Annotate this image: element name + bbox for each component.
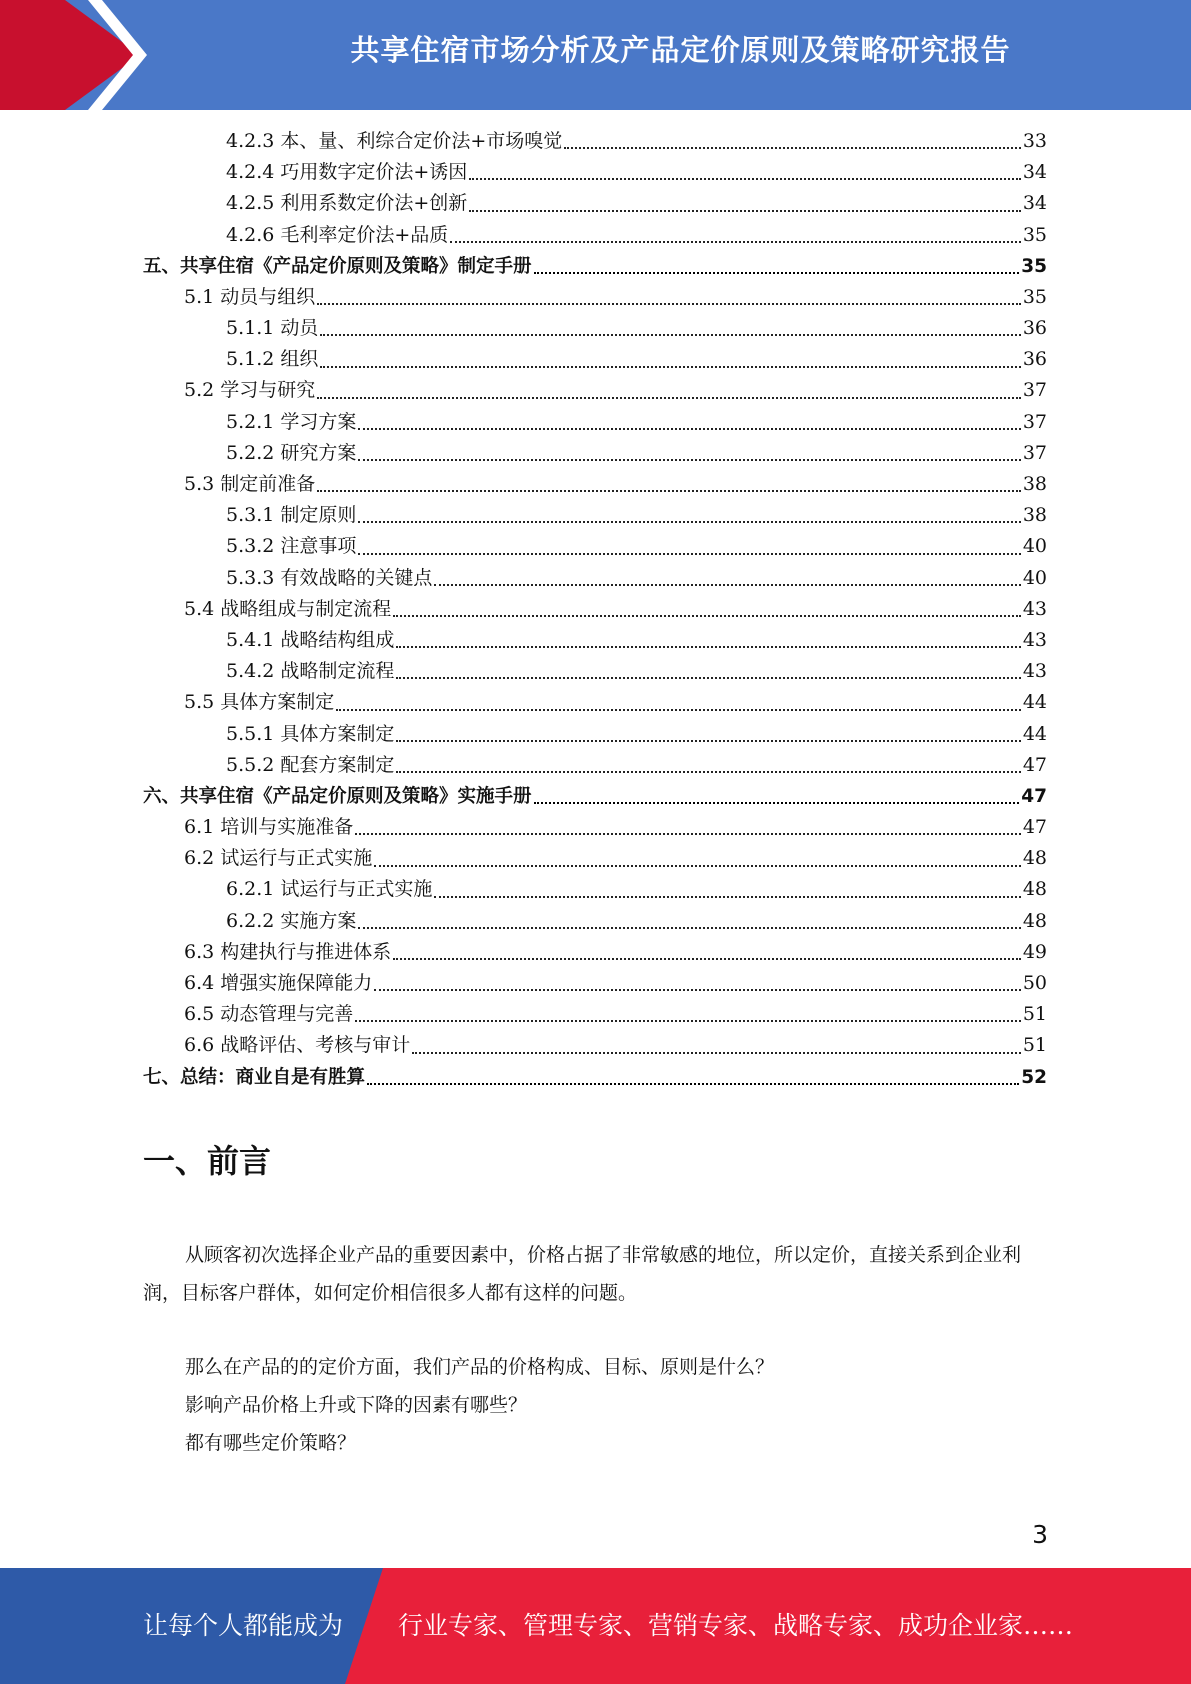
toc-dot-leader (336, 708, 1021, 711)
toc-entry-title: 6.2.1 试运行与正式实施 (226, 878, 433, 901)
toc-dot-leader (358, 552, 1020, 555)
toc-entry-page: 43 (1022, 660, 1047, 683)
intro-paragraph: 从顾客初次选择企业产品的重要因素中，价格占据了非常敏感的地位，所以定价，直接关系到企业利润，目标客户群体，如何定价相信很多人都有这样的问题。 (143, 1244, 1022, 1304)
toc-entry-title: 5.3.1 制定原则 (226, 504, 357, 527)
toc-dot-leader (358, 520, 1020, 523)
toc-entry-title: 5.3.3 有效战略的关键点 (226, 566, 433, 589)
toc-entry-page: 50 (1022, 972, 1047, 995)
toc-entry-title: 5.2.1 学习方案 (226, 410, 357, 433)
toc-entry[interactable] (143, 875, 1047, 906)
toc-entry[interactable] (143, 251, 1047, 282)
toc-dot-leader (564, 146, 1021, 149)
toc-entry[interactable] (143, 906, 1047, 937)
toc-entry[interactable] (143, 407, 1047, 438)
toc-entry[interactable] (143, 968, 1047, 999)
toc-entry-title: 5.2 学习与研究 (184, 379, 316, 402)
toc-entry-title: 5.4 战略组成与制定流程 (184, 597, 392, 620)
toc-entry-page: 38 (1022, 473, 1047, 496)
toc-entry-title: 6.2 试运行与正式实施 (184, 847, 373, 870)
toc-entry-page: 47 (1022, 816, 1047, 839)
toc-entry-page: 43 (1022, 597, 1047, 620)
toc-dot-leader (450, 240, 1021, 243)
toc-entry[interactable] (143, 999, 1047, 1030)
toc-entry-page: 34 (1022, 192, 1047, 215)
toc-entry[interactable] (143, 282, 1047, 313)
toc-entry-title: 6.4 增强实施保障能力 (184, 972, 373, 995)
toc-entry-title: 5.1.2 组织 (226, 348, 319, 371)
toc-dot-leader (355, 1019, 1021, 1022)
toc-entry[interactable] (143, 594, 1047, 625)
question-1: 那么在产品的的定价方面，我们产品的价格构成、目标、原则是什么？ (185, 1356, 775, 1378)
toc-entry-page: 48 (1022, 847, 1047, 870)
toc-entry[interactable] (143, 376, 1047, 407)
toc-entry-title: 4.2.5 利用系数定价法+创新 (226, 192, 468, 215)
toc-dot-leader (358, 458, 1020, 461)
toc-dot-leader (396, 770, 1020, 773)
toc-dot-leader (358, 427, 1020, 430)
toc-entry-page: 44 (1022, 722, 1047, 745)
toc-entry-title: 七、总结：商业自是有胜算 (143, 1066, 366, 1088)
toc-dot-leader (374, 988, 1021, 991)
toc-entry-page: 37 (1022, 379, 1047, 402)
section-title: 一、前言 (143, 1142, 272, 1180)
toc-dot-leader (469, 177, 1021, 180)
toc-dot-leader (534, 271, 1020, 274)
footer-slogan-right: 行业专家、管理专家、营销专家、战略专家、成功企业家…… (398, 1611, 1074, 1640)
toc-entry[interactable] (143, 438, 1047, 469)
toc-entry-page: 47 (1022, 753, 1047, 776)
toc-entry-page: 37 (1022, 410, 1047, 433)
toc-dot-leader (317, 489, 1021, 492)
question-2: 影响产品价格上升或下降的因素有哪些？ (185, 1394, 528, 1416)
toc-entry-title: 6.6 战略评估、考核与审计 (184, 1034, 411, 1057)
toc-entry-title: 5.1.1 动员 (226, 317, 319, 340)
toc-dot-leader (317, 396, 1021, 399)
toc-entry-page: 51 (1022, 1034, 1047, 1057)
toc-entry-page: 35 (1022, 223, 1047, 246)
toc-entry-page: 52 (1021, 1066, 1047, 1088)
toc-entry-title: 5.5 具体方案制定 (184, 691, 335, 714)
toc-entry-page: 34 (1022, 161, 1047, 184)
toc-entry[interactable] (143, 656, 1047, 687)
table-of-contents (143, 126, 1047, 1093)
toc-entry-title: 5.3.2 注意事项 (226, 535, 357, 558)
toc-dot-leader (374, 864, 1021, 867)
toc-entry[interactable] (143, 687, 1047, 718)
toc-entry-title: 5.4.2 战略制定流程 (226, 660, 395, 683)
toc-entry[interactable] (143, 812, 1047, 843)
toc-dot-leader (367, 1082, 1019, 1085)
page-number: 3 (1032, 1520, 1048, 1549)
toc-entry-page: 44 (1022, 691, 1047, 714)
toc-entry[interactable] (143, 563, 1047, 594)
toc-dot-leader (434, 895, 1020, 898)
question-3: 都有哪些定价策略？ (185, 1432, 357, 1454)
page-header (0, 0, 1191, 110)
toc-entry-page: 43 (1022, 628, 1047, 651)
toc-dot-leader (320, 365, 1020, 368)
toc-entry-page: 36 (1022, 348, 1047, 371)
toc-dot-leader (396, 676, 1020, 679)
toc-entry[interactable] (143, 937, 1047, 968)
header-title: 共享住宿市场分析及产品定价原则及策略研究报告 (350, 33, 1011, 67)
toc-entry[interactable] (143, 781, 1047, 812)
toc-entry[interactable] (143, 313, 1047, 344)
toc-entry[interactable] (143, 469, 1047, 500)
toc-entry-title: 6.1 培训与实施准备 (184, 816, 354, 839)
toc-entry-title: 5.4.1 战略结构组成 (226, 628, 395, 651)
toc-dot-leader (393, 614, 1021, 617)
toc-entry-title: 4.2.6 毛利率定价法+品质 (226, 223, 449, 246)
toc-entry-page: 36 (1022, 317, 1047, 340)
toc-dot-leader (396, 645, 1020, 648)
toc-entry-page: 33 (1022, 129, 1047, 152)
toc-entry-title: 6.5 动态管理与完善 (184, 1003, 354, 1026)
toc-dot-leader (393, 957, 1021, 960)
toc-entry-page: 49 (1022, 940, 1047, 963)
toc-entry[interactable] (143, 344, 1047, 375)
toc-entry-title: 5.5.2 配套方案制定 (226, 753, 395, 776)
toc-dot-leader (320, 333, 1020, 336)
toc-entry-page: 35 (1022, 285, 1047, 308)
toc-entry-title: 5.1 动员与组织 (184, 285, 316, 308)
toc-entry[interactable] (143, 843, 1047, 874)
toc-entry-title: 五、共享住宿《产品定价原则及策略》制定手册 (143, 255, 532, 277)
toc-entry-page: 48 (1022, 878, 1047, 901)
toc-entry-page: 47 (1021, 785, 1047, 807)
toc-entry[interactable] (143, 1030, 1047, 1061)
toc-entry-title: 4.2.4 巧用数字定价法+诱因 (226, 161, 468, 184)
toc-entry-page: 37 (1022, 441, 1047, 464)
toc-entry-title: 6.3 构建执行与推进体系 (184, 940, 392, 963)
toc-entry[interactable] (143, 719, 1047, 750)
toc-entry[interactable] (143, 157, 1047, 188)
toc-entry[interactable] (143, 750, 1047, 781)
toc-dot-leader (355, 832, 1021, 835)
toc-entry[interactable] (143, 500, 1047, 531)
toc-entry-title: 5.3 制定前准备 (184, 473, 316, 496)
toc-dot-leader (396, 739, 1020, 742)
toc-entry[interactable] (143, 1062, 1047, 1093)
toc-entry[interactable] (143, 531, 1047, 562)
toc-entry-title: 6.2.2 实施方案 (226, 909, 357, 932)
toc-entry[interactable] (143, 220, 1047, 251)
toc-dot-leader (317, 302, 1021, 305)
toc-entry-title: 5.5.1 具体方案制定 (226, 722, 395, 745)
toc-dot-leader (412, 1051, 1021, 1054)
toc-dot-leader (434, 583, 1020, 586)
toc-dot-leader (358, 926, 1020, 929)
toc-entry-title: 六、共享住宿《产品定价原则及策略》实施手册 (143, 785, 532, 807)
toc-entry-page: 35 (1021, 255, 1047, 277)
toc-entry[interactable] (143, 126, 1047, 157)
toc-entry-page: 38 (1022, 504, 1047, 527)
toc-entry[interactable] (143, 188, 1047, 219)
toc-entry[interactable] (143, 625, 1047, 656)
toc-dot-leader (469, 209, 1021, 212)
toc-entry-page: 40 (1022, 535, 1047, 558)
toc-entry-page: 40 (1022, 566, 1047, 589)
page-footer (0, 1568, 1191, 1684)
footer-slogan-left: 让每个人都能成为 (143, 1611, 344, 1640)
toc-entry-page: 51 (1022, 1003, 1047, 1026)
toc-dot-leader (534, 801, 1020, 804)
toc-entry-page: 48 (1022, 909, 1047, 932)
toc-entry-title: 5.2.2 研究方案 (226, 441, 357, 464)
toc-entry-title: 4.2.3 本、量、利综合定价法+市场嗅觉 (226, 129, 563, 152)
